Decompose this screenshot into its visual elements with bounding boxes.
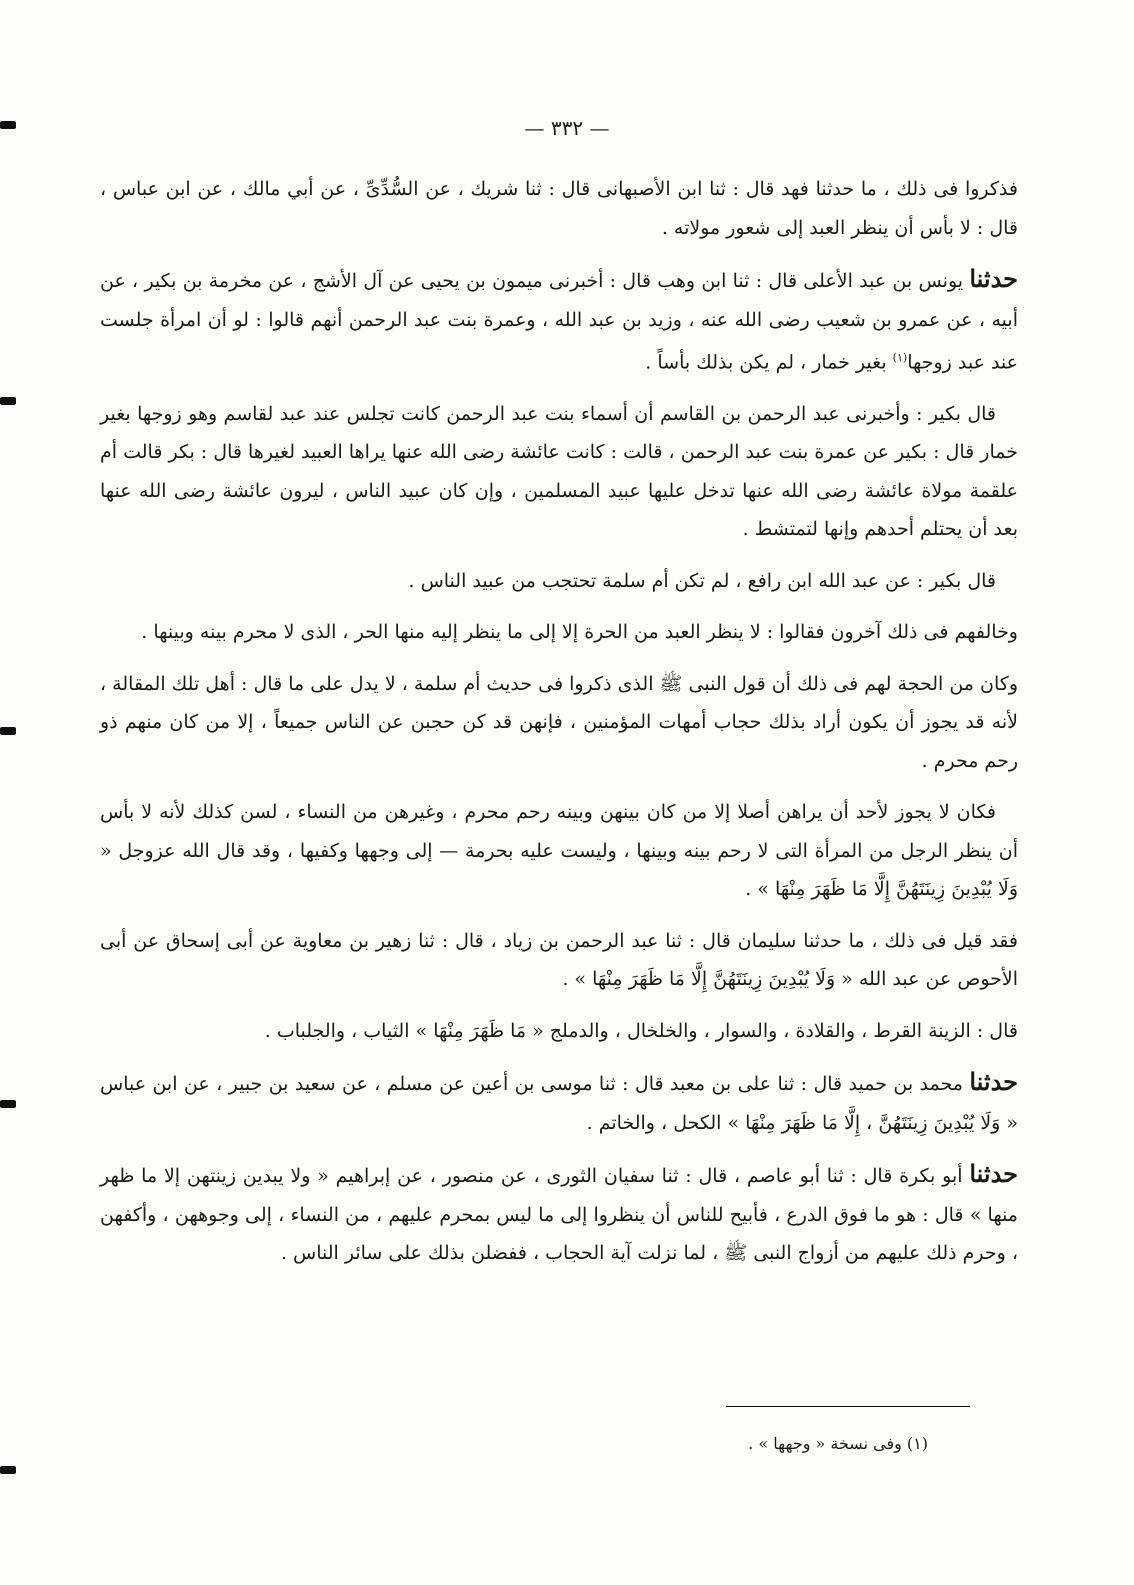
- paragraph-text: قال بكير : وأخبرنى عبد الرحمن بن القاسم أن أسماء بنت عبد الرحمن كانت تجلس عند عبد لقاسم وهو زوجها بغير خمار قال : بكير عن عمرة بنت عبد الرحمن ، قالت : كانت عائشة رضى الله عنها يراها العبيد لغيرها قال : بكر قالت أم علقمة مولاة عائشة رضى الله عنها تدخل عليها عبيد المسلمين ، وإن كان عبيد الناس ، ليرون عائشة رضى الله عنها بعد أن يحتلم أحدهم وإنها لتمتشط .: [100, 402, 1018, 541]
- page-number: — ٣٣٢ —: [524, 116, 610, 140]
- paragraph-text: يونس بن عبد الأعلى قال : ثنا ابن وهب قال : أخبرنى ميمون بن يحيى عن آل الأشج ، عن مخرمة بن بكير ، عن أبيه ، عن عمرو بن شعيب رضى الله عنه ، وزيد بن عبد الله ، وعمرة بنت عبد الرحمن أنهم قالوا : لو أن امرأة جلست عند عبد زوجها: [100, 270, 1018, 374]
- paragraph-text: فكان لا يجوز لأحد أن يراهن أصلا إلا من كان بينهن وبينه رحم محرم ، وغيرهن من النساء ، لسن كذلك لأنه لا بأس أن ينظر الرجل من المرأة التى لا رحم بينه وبينها ، وليست عليه بحرمة — إلى وجهها وكفيها ، وقد قال الله عزوجل « وَلَا يُبْدِينَ زِينَتَهُنَّ إِلَّا مَا ظَهَرَ مِنْهَا » .: [100, 801, 1018, 901]
- hadith-keyword: حدثنا: [969, 1067, 1018, 1097]
- footnote-divider: [726, 1406, 970, 1407]
- paragraph-text: وخالفهم فى ذلك آخرون فقالوا : لا ينظر العبد من الحرة إلا إلى ما ينظر إليه منها الحر ، الذى لا محرم بينه وبينها .: [141, 621, 1018, 644]
- footnote-marker: (١): [892, 351, 908, 364]
- paragraph-text: أبو بكرة قال : ثنا أبو عاصم ، قال : ثنا سفيان الثورى ، عن منصور ، عن إبراهيم « ولا يبدين زينتهن إلا ما ظهر منها » قال : هو ما فوق الدرع ، فأبيح للناس أن ينظروا إلى ما ليس بمحرم عليهم ، من النساء ، إلى وجوههن ، وأكفهن ، وحرم ذلك عليهم من أزواج النبى ﷺ ، لما نزلت آية الحجاب ، ففضلن بذلك على سائر الناس .: [100, 1165, 1018, 1265]
- paragraph-text: محمد بن حميد قال : ثنا على بن معبد قال : ثنا موسى بن أعين عن مسلم ، عن سعيد بن جبير ، عن ابن عباس « وَلَا يُبْدِينَ زِينَتَهُنَّ ، إِلَّا مَا ظَهَرَ مِنْهَا » الكحل ، والخاتم .: [100, 1073, 1018, 1134]
- paragraph: [100, 613, 1018, 652]
- hadith-keyword: حدثنا: [969, 264, 1018, 293]
- paragraph: [100, 562, 1018, 601]
- margin-mark-2: [0, 397, 16, 405]
- paragraph-text: قال بكير : عن عبد الله ابن رافع ، لم تكن أم سلمة تحتجب من عبيد الناس .: [408, 569, 996, 592]
- margin-mark-4: [0, 1100, 16, 1108]
- paragraph-text: وكان من الحجة لهم فى ذلك أن قول النبى ﷺ الذى ذكروا فى حديث أم سلمة ، لا يدل على ما قال : أهل تلك المقالة ، لأنه قد يجوز أن يكون أراد بذلك حجاب أمهات المؤمنين ، فإنهن قد كن حجبن عن الناس جميعاً ، إلا من كان منهم ذو رحم محرم .: [100, 672, 1018, 772]
- paragraph: [100, 1155, 1018, 1273]
- page-body: [100, 170, 1018, 1286]
- hadith-keyword: حدثنا: [969, 1159, 1018, 1189]
- paragraph: [100, 170, 1018, 247]
- margin-mark-3: [0, 727, 16, 735]
- margin-mark-5: [0, 1466, 16, 1474]
- paragraph: [100, 793, 1018, 909]
- paragraph: [100, 922, 1018, 999]
- paragraph: [100, 1012, 1018, 1051]
- footnote: (١) وفى نسخة « وجهها » .: [748, 1434, 928, 1453]
- paragraph: [100, 260, 1018, 382]
- paragraph: [100, 665, 1018, 781]
- paragraph-text: قال : الزينة القرط ، والقلادة ، والسوار ، والخلخال ، والدملج « مَا ظَهَرَ مِنْهَا » الثياب ، والجلباب .: [264, 1019, 1018, 1042]
- paragraph: [100, 395, 1018, 549]
- paragraph: [100, 1063, 1018, 1142]
- paragraph-text: فقد قيل فى ذلك ، ما حدثنا سليمان قال : ثنا عبد الرحمن بن زياد ، قال : ثنا زهير بن معاوية عن أبى إسحاق عن أبى الأحوص عن عبد الله « وَلَا يُبْدِينَ زِينَتَهُنَّ إِلَّا مَا ظَهَرَ مِنْهَا » .: [100, 929, 1018, 991]
- paragraph-text: فذكروا فى ذلك ، ما حدثنا فهد قال : ثنا ابن الأصبهانى قال : ثنا شريك ، عن السُّدِّىِّ ، عن أبي مالك ، عن ابن عباس ، قال : لا بأس أن ينظر العبد إلى شعور مولاته .: [100, 178, 1018, 239]
- paragraph-text-tail: بغير خمار ، لم يكن بذلك بأساً .: [645, 351, 893, 374]
